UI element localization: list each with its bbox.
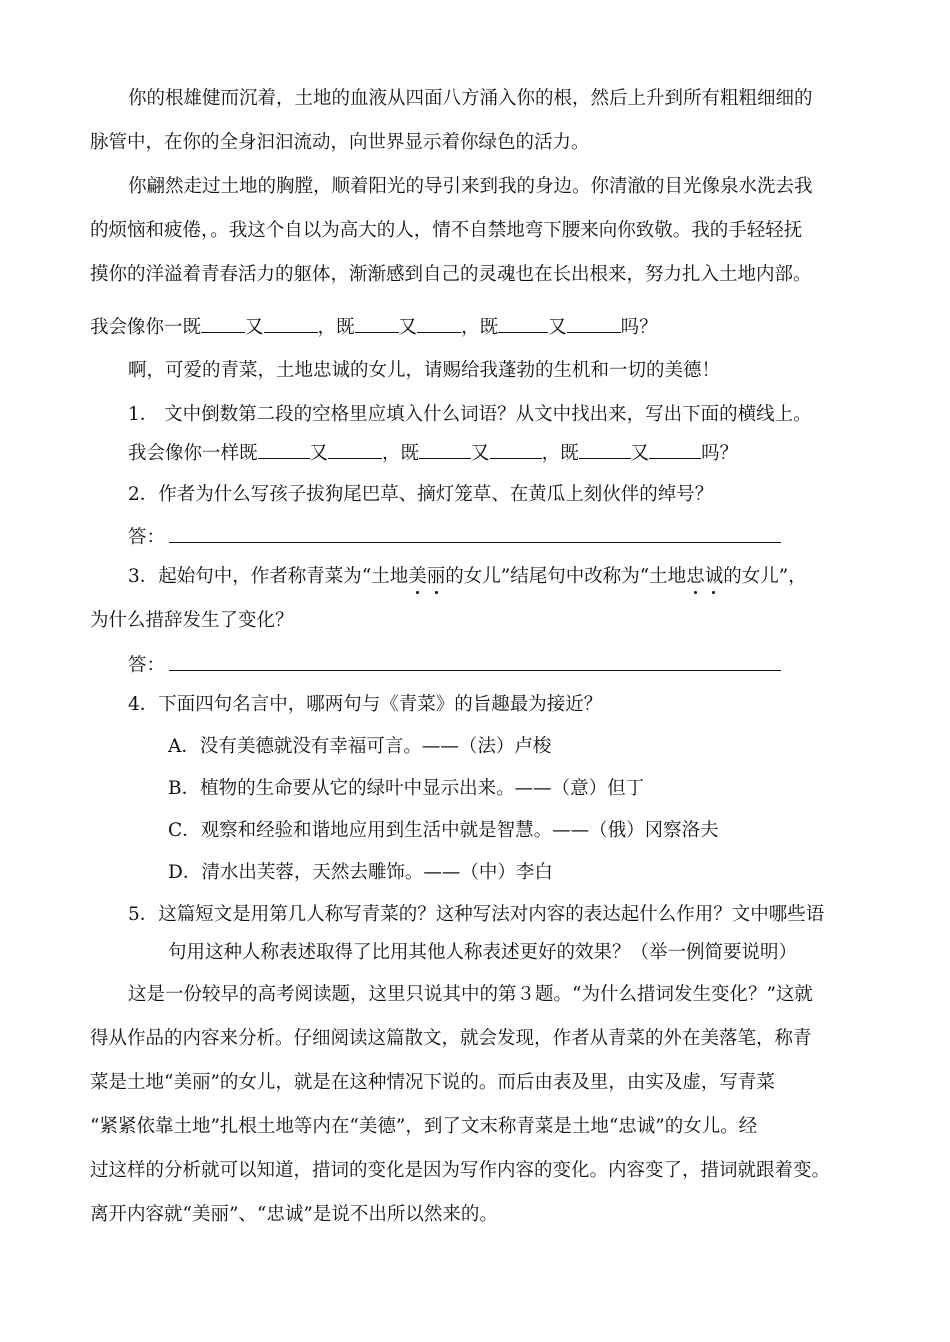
fill-blank [264,314,318,333]
text: 又 [471,443,490,464]
question-4: 4．下面四句名言中，哪两句与《青菜》的旨趣最为接近？ [128,694,603,715]
fill-blank [417,314,461,333]
fill-blank[interactable] [579,440,631,459]
passage-fill-sentence [90,314,658,341]
emphasis-char: 美 [408,566,427,587]
emphasis-char: 诚 [704,566,724,587]
text: 我会像你一样既 [128,443,258,464]
commentary-line: “紧紧依靠土地”扎根土地等内在“美德”，到了文末称青菜是土地“忠诚”的女儿。经 [90,1116,758,1137]
fill-blank[interactable] [258,440,310,459]
question-1-fill [128,440,738,467]
question-2: 2．作者为什么写孩子拔狗尾巴草、摘灯笼草、在黄瓜上刻伙伴的绰号？ [128,484,714,505]
text: 的女儿”， [723,566,807,587]
passage-line: 脉管中，在你的全身汩汩流动，向世界显示着你绿色的活力。 [90,132,590,153]
text: 3．起始句中，作者称青菜为“土地 [128,566,409,587]
answer-line[interactable] [169,522,781,543]
commentary-line: 菜是土地“美丽”的女儿，就是在这种情况下说的。而后由表及里，由实及虚，写青菜 [90,1072,775,1093]
answer-label: 答： [128,655,166,676]
text: ，既 [541,443,579,464]
text: ，既 [461,317,499,338]
answer-line[interactable] [169,650,781,671]
fill-blank [498,314,548,333]
commentary-line: 离开内容就“美丽”、“忠诚”是说不出所以然来的。 [90,1204,498,1225]
text: 的女儿”结尾句中改称为“土地 [445,566,687,587]
option-b: B．植物的生命要从它的绿叶中显示出来。——（意）但丁 [168,778,645,799]
commentary-line: 得从作品的内容来分析。仔细阅读这篇散文，就会发现，作者从青菜的外在美落笔，称青 [90,1028,812,1049]
commentary-line: 过这样的分析就可以知道，措词的变化是因为写作内容的变化。内容变了，措词就跟着变。 [90,1160,831,1181]
passage-line: 你翩然走过土地的胸膛，顺着阳光的导引来到我的身边。你清澈的目光像泉水洗去我 [128,176,813,197]
passage-line: 摸你的洋溢着青春活力的躯体，渐渐感到自己的灵魂也在长出根来，努力扎入土地内部。 [90,264,812,285]
option-a: A．没有美德就没有幸福可言。——（法）卢梭 [168,736,552,757]
emphasis-char: 丽 [426,566,446,587]
answer-label: 答： [128,527,166,548]
fill-blank[interactable] [328,440,382,459]
fill-blank[interactable] [419,440,471,459]
text: ，既 [317,317,355,338]
text: 又 [398,317,418,338]
passage-line: 啊，可爱的青菜，土地忠诚的女儿，请赐给我蓬勃的生机和一切的美德！ [128,360,721,381]
option-d: D．清水出芙蓉，天然去雕饰。——（中）李白 [168,862,553,883]
fill-blank [567,314,621,333]
question-1: 1． 文中倒数第二段的空格里应填入什么词语？从文中找出来，写出下面的横线上。 [128,404,812,425]
question-3 [128,564,807,590]
fill-blank [355,314,399,333]
fill-blank[interactable] [649,440,701,459]
question-3-cont: 为什么措辞发生了变化？ [90,610,294,631]
answer-row [128,650,781,679]
text: 又 [309,443,329,464]
fill-blank[interactable] [490,440,542,459]
text: 吗？ [701,443,739,464]
passage-line: 的烦恼和疲倦，。我这个自以为高大的人，情不自禁地弯下腰来向你致敬。我的手轻轻抚 [90,220,803,241]
question-5: 5．这篇短文是用第几人称写青菜的？这种写法对内容的表达起什么作用？文中哪些语 [128,904,825,925]
text: 我会像你一既 [90,317,202,338]
question-5-cont: 句用这种人称表述取得了比用其他人称表述更好的效果？（举一例简要说明） [168,942,798,963]
option-c: C．观察和经验和谐地应用到生活中就是智慧。——（俄）冈察洛夫 [168,820,719,841]
passage-line: 你的根雄健而沉着，土地的血液从四面八方涌入你的根，然后上升到所有粗粗细细的 [128,88,813,109]
fill-blank [201,314,245,333]
text: 又 [548,317,567,338]
text: 吗？ [620,317,658,338]
emphasis-char: 忠 [686,566,705,587]
text: 又 [630,443,650,464]
text: 又 [245,317,264,338]
commentary-line: 这是一份较早的高考阅读题，这里只说其中的第３题。“为什么措词发生变化？”这就 [128,984,813,1005]
answer-row [128,522,781,551]
text: ，既 [382,443,420,464]
